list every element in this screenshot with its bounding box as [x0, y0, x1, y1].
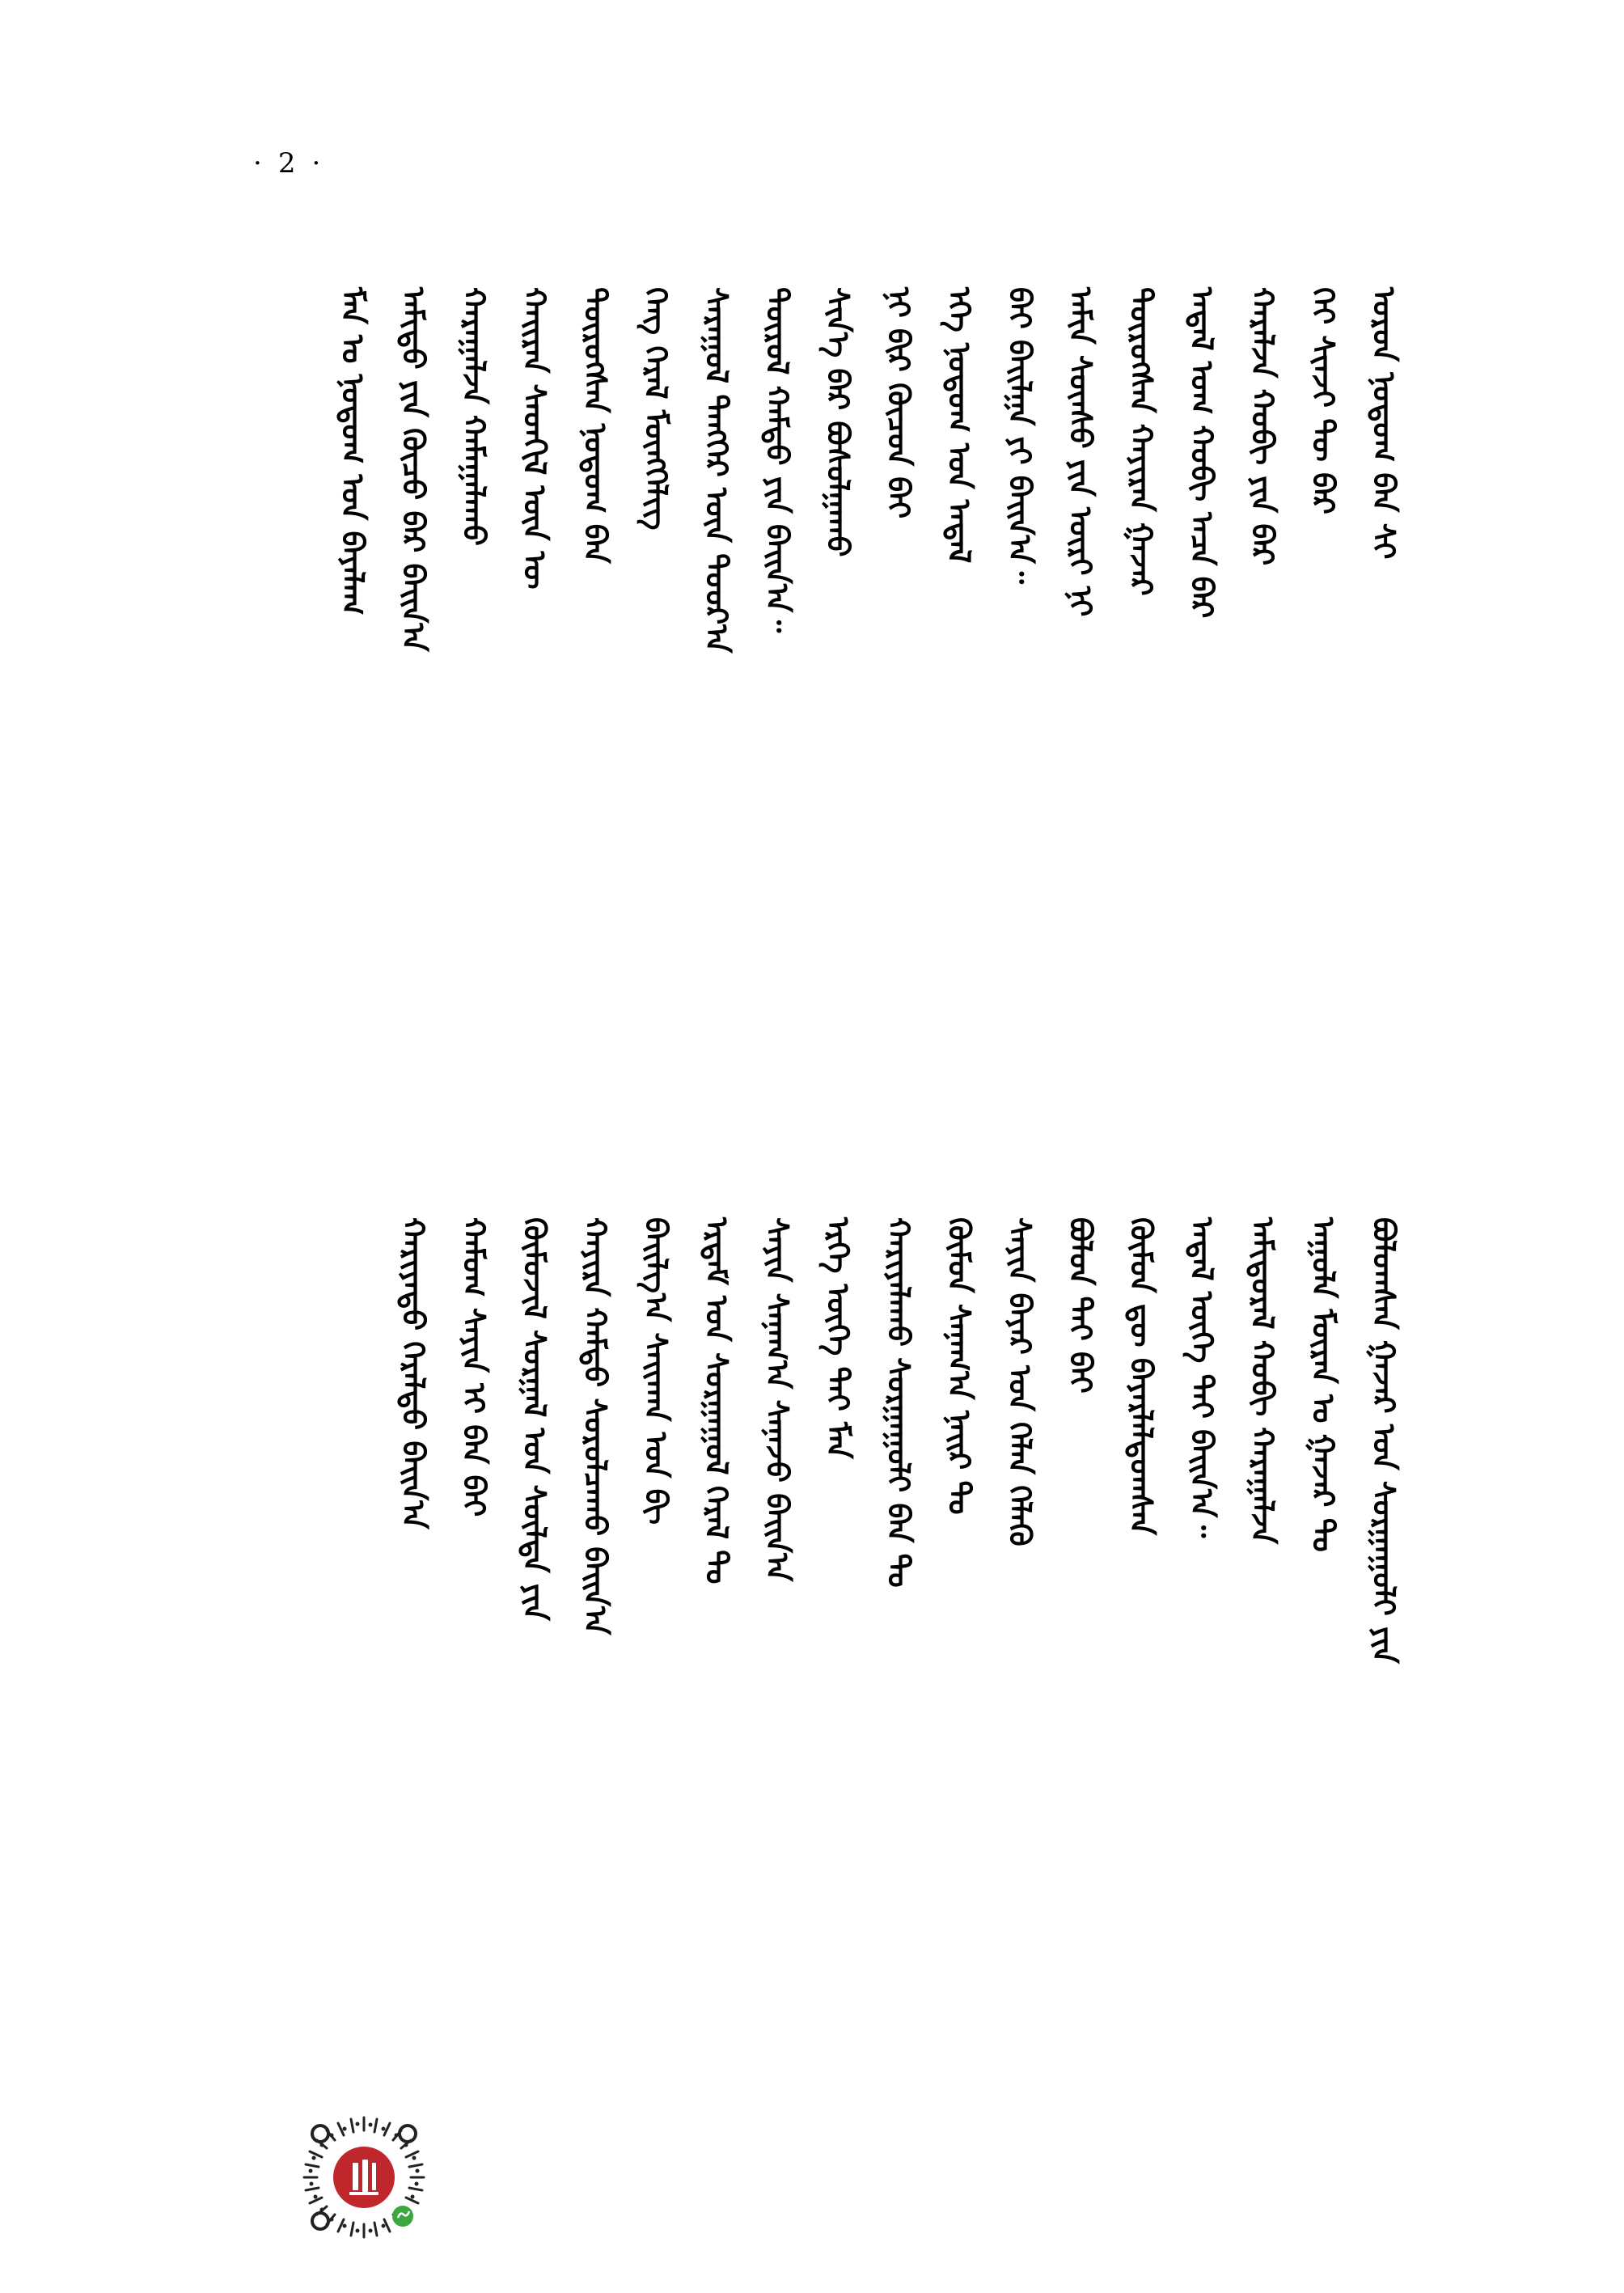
verse-line: ᠠᠮᠢᠳᠤᠷᠠᠯ ᠬᠤᠪᠢ ᠬᠠᠷᠠᠭᠠᠯᠵᠠ — [1245, 1217, 1280, 1545]
verse-line: ᠪᠠᠢ ᠪᠠᠢᠯᠭᠠ ᠶᠢ ᠪᠠᠢᠨ᠎ᠠ᠃ — [1002, 287, 1038, 584]
verse-line: ᠡᠬᠡ ᠨᠤᠲᠤᠭ ᠤᠨ ᠠᠳᠠᠯ — [941, 287, 977, 564]
verse-line: ᠬᠠᠷᠠᠯᠵᠠ ᠬᠤᠪᠢ ᠶᠢᠨ ᠪᠡᠷ — [1245, 287, 1280, 566]
verse-line: ᠮᠠᠨ ᠤ ᠨᠤᠲᠤᠭ ᠤᠨ ᠪᠠᠶᠠᠯᠠᠭ — [335, 287, 370, 616]
page-number-value: 2 — [277, 147, 298, 180]
page-number — [239, 147, 336, 180]
verse-line: ᠰᠢᠨ᠎ᠡ ᠪᠠᠷ ᠪᠤᠰᠤᠯᠭᠠᠬᠤ — [820, 287, 856, 557]
verse-line: ᠠᠳᠠᠯ ᠦᠭᠡ ᠲᠡᠢ ᠪᠠᠢᠨ᠎ᠠ᠃ — [1184, 1217, 1220, 1538]
verse-line: ᠠᠭᠤᠯᠠ ᠮᠥᠷᠡᠨ ᠤ ᠭᠠᠵᠠᠷ ᠲᠤ — [1305, 1217, 1341, 1552]
verse-line: ᠲᠥᠷᠥᠭᠰᠡᠨ ᠬᠠᠶᠢᠷᠠᠨ ᠭᠠᠵᠠᠷ — [1123, 287, 1159, 596]
verse-line: ᠡᠷᠬᠡ ᠦᠭᠡ ᠲᠡᠢ ᠮᠠᠨ — [820, 1217, 856, 1459]
verse-line: ᠨᠢ ᠪᠢᠷ ᠬᠦᠴᠦᠨ ᠪᠠᠢ — [881, 287, 916, 519]
verse-line: ᠬᠡᠢ ᠰᠢᠨᠵᠢ ᠲᠦ ᠪᠡᠷ — [1305, 287, 1341, 514]
verse-line: ᠰᠠᠷᠠᠭᠤᠯ ᠲᠡᠩᠭᠡᠷ ᠦᠨ ᠳᠣᠣᠷ᠎ᠠ — [699, 287, 734, 654]
verse-line: ᠬᠦᠮᠦᠵᠢᠯ ᠰᠤᠷᠭᠠᠯ ᠤᠨ ᠰᠦᠯᠳᠡ ᠶᠢᠨ — [517, 1217, 552, 1621]
verse-line: ᠣᠷᠣᠨ ᠨᠤᠲᠤᠭ ᠪᠠᠨ ᠰᠢ — [1366, 287, 1402, 560]
verse-line: ᠬᠠᠷᠠᠭᠠᠯᠵᠠ ᠬᠠᠮᠠᠭᠠᠯᠠᠬᠤ — [456, 287, 492, 546]
verse-line: ᠬᠠᠷᠢᠶᠠᠲᠤ ᠭᠡᠷᠡᠯᠲᠦ ᠪᠠᠢᠨ᠎ᠠ — [395, 1217, 431, 1529]
verse-line: ᠰᠠᠶᠢᠨ ᠪᠠᠶᠠᠷ ᠤᠨ ᠬᠡᠯᠡᠨ ᠬᠡᠯᠡᠬᠦ — [1002, 1217, 1038, 1546]
page-number-dot-right: · — [311, 147, 323, 180]
verse-line: ᠠᠳᠠᠯ ᠤᠭ ᠬᠤᠪᠢ ᠠᠴᠠ ᠪᠡᠷ — [1184, 287, 1220, 619]
verse-block-top — [217, 287, 1407, 789]
verse-line: ᠬᠡᠩ ᠭᠡᠷᠡᠯ ᠮᠥᠩᠬᠡᠯᠢᠭ — [638, 287, 674, 531]
verse-line: ᠠᠮᠢᠨ ᠰᠦᠨᠰᠦ ᠶᠢᠨ ᠦᠷᠢ ᠨᠢ — [1063, 287, 1098, 617]
code-logo-mark — [349, 2160, 379, 2195]
verse-line: ᠪᠤᠯᠤᠭᠰᠠᠨ ᠭᠠᠵᠠᠷ ᠤᠨ ᠰᠤᠷᠭᠠᠭᠤᠯᠢ ᠶᠢᠨ — [1366, 1217, 1402, 1664]
verse-line: ᠬᠠᠢᠷᠠᠨ ᠰᠡᠳᠬᠢᠯ ᠦᠨ ᠦ — [517, 287, 552, 590]
verse-line: ᠡᠷᠳᠡᠮ ᠤᠨ ᠰᠤᠷᠭᠠᠭᠤᠯ ᠭᠡᠷᠡᠯ ᠲᠤ — [699, 1217, 734, 1584]
page-number-dot-left: · — [253, 147, 264, 180]
verse-line: ᠠᠮᠢᠳᠤ ᠶᠢᠨ ᠬᠦᠴᠦ ᠪᠠᠷ ᠪᠠᠢᠨ᠎ᠠ — [395, 287, 431, 652]
verse-line: ᠬᠥᠮᠦᠨ ᠳᠦ ᠪᠠᠶᠠᠷᠯᠠᠯᠳᠤᠭᠰᠠᠨ — [1123, 1217, 1159, 1536]
verse-line: ᠬᠠᠷᠢᠶᠠᠯᠠᠬᠤ ᠰᠤᠷᠭᠠᠭᠤᠯᠢ ᠪᠠᠨ ᠲᠤ — [881, 1217, 916, 1588]
verse-line: ᠰᠠᠶᠢᠨ ᠰᠠᠨᠠᠭ᠎ᠠ ᠰᠠᠨᠠᠵᠤ ᠪᠠᠢᠨ᠎ᠠ — [759, 1217, 795, 1582]
mini-program-code-icon[interactable] — [299, 2113, 429, 2242]
verse-line: ᠲᠥᠷᠥᠭᠰᠡᠨ ᠨᠤᠲᠤᠭ ᠪᠠᠨ — [577, 287, 613, 564]
mini-program-badge-icon — [392, 2206, 413, 2227]
verse-line: ᠬᠠᠮᠤᠭ ᠰᠠᠶᠢᠨ ᠢ ᠪᠠᠨ ᠪᠠᠢ — [456, 1217, 492, 1517]
verse-line: ᠪᠠᠢᠯᠭ᠎ᠠ ᠰᠠᠢᠬᠠᠨ ᠤᠨ ᠪᠢ — [638, 1217, 674, 1525]
verse-block-bottom — [217, 1217, 1407, 1719]
verse-line: ᠲᠥᠷᠥᠯ ᠬᠠᠮᠲᠤ ᠶᠢᠨ ᠪᠠᠢᠨ᠎ᠠ᠃ — [759, 287, 795, 633]
verse-line: ᠪᠣᠯᠤᠨ ᠲᠠᠢ ᠪᠠᠢ — [1063, 1217, 1098, 1394]
mini-program-code-graphic — [299, 2113, 429, 2242]
verse-line: ᠬᠠᠶᠢᠷᠠ ᠬᠠᠮᠲᠤ ᠰᠤᠷᠤᠯᠴᠠᠬᠤ ᠪᠠᠢᠨ᠎ᠠ — [577, 1217, 613, 1635]
verse-line: ᠬᠦᠮᠦᠨ ᠰᠠᠨᠠᠭ᠎ᠠ ᠨᠠᠢᠷ ᠲᠤ — [941, 1217, 977, 1515]
